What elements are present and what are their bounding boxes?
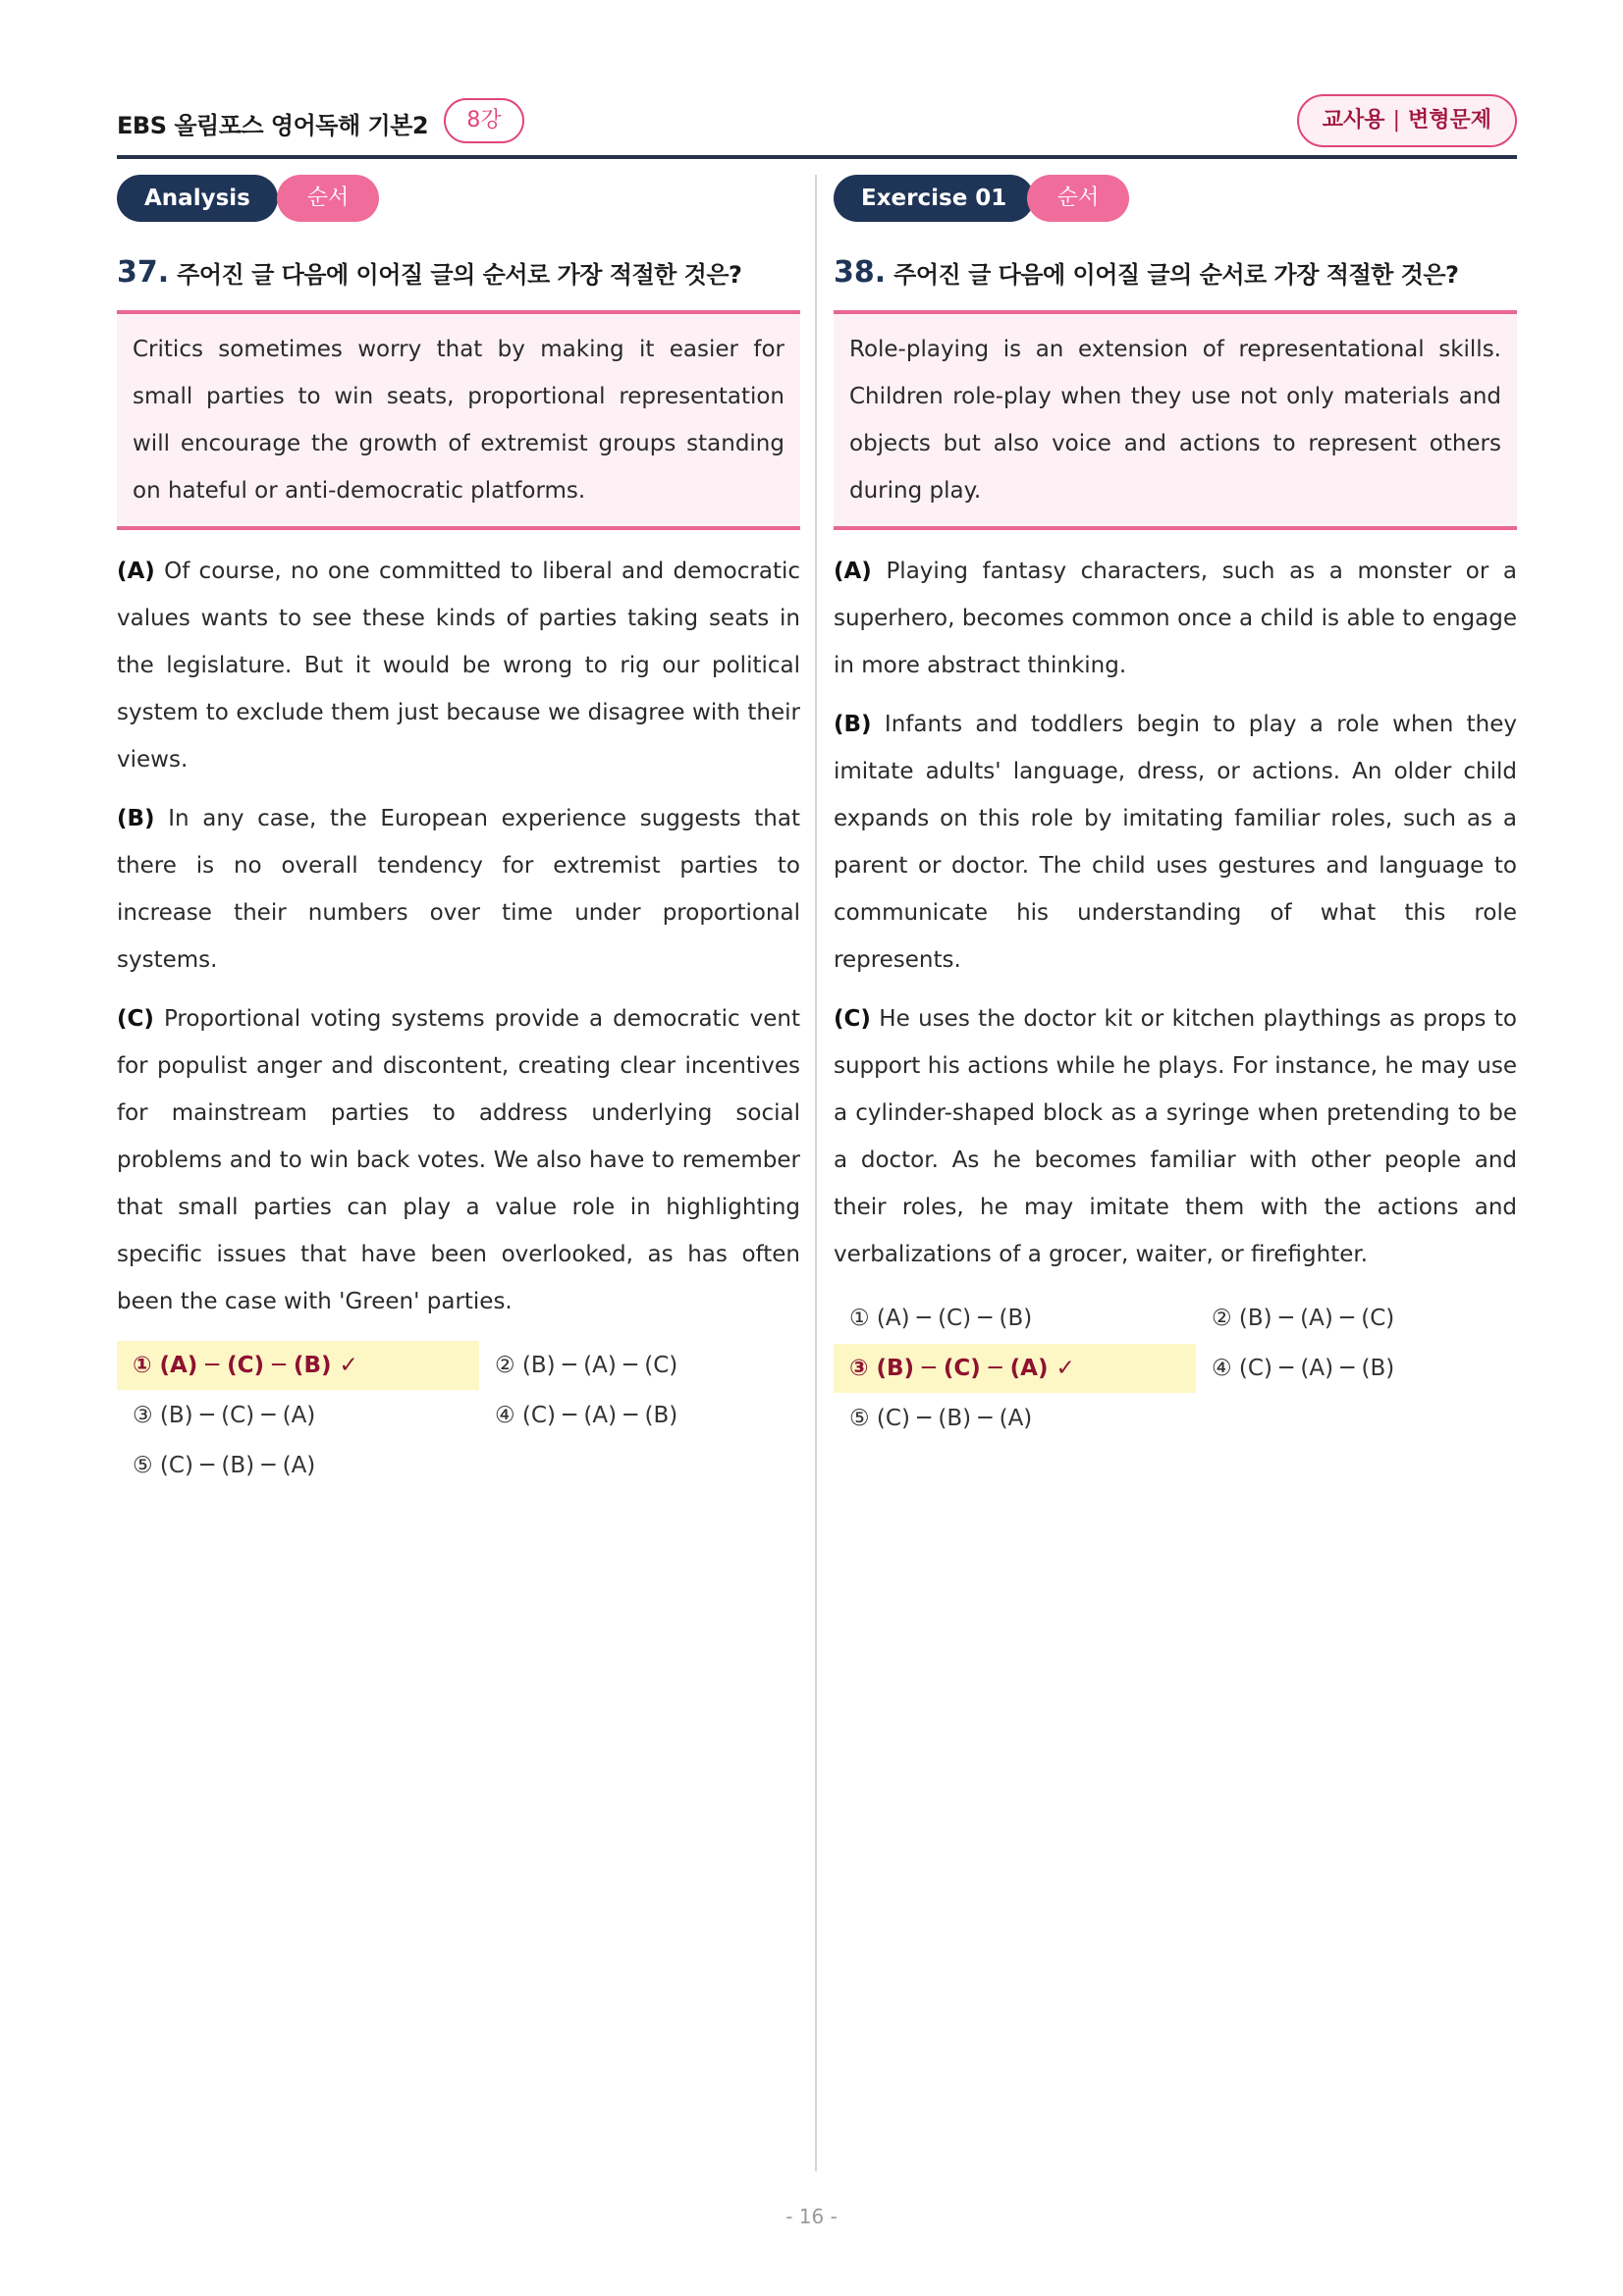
option-1-correct: ① (A) ─ (C) ─ (B) ✓ [117,1341,479,1390]
option-5: ⑤ (C) ─ (B) ─ (A) [133,1453,316,1478]
question-number: 37. [117,255,170,290]
option-3-correct: ③ (B) ─ (C) ─ (A) ✓ [834,1344,1196,1393]
option-3: ③ (B) ─ (C) ─ (A) [133,1403,316,1428]
question-heading [117,255,800,291]
given-passage-box [834,310,1517,530]
question-number: 38. [834,255,887,290]
paragraph-label: (C) [117,1006,154,1032]
option-2: ② (B) ─ (A) ─ (C) [495,1353,678,1378]
question-37-column [117,175,800,1488]
header-divider [117,155,1517,159]
lesson-badge: 8강 [444,98,524,143]
paragraph-label: (A) [117,559,155,584]
edition-separator: | [1392,108,1400,133]
question-38-column [834,175,1517,1441]
paragraph-text: Proportional voting systems provide a democratic vent for populist anger and discontent, creating clear incentives for mainstream parties to address underlying social problems and to win back votes. We also have to remember that small parties can play a value role in highlighting specific issues that have been overlooked, as has often been the case with 'Green' parties. [117,1006,800,1314]
category-tag: 순서 [277,175,379,222]
page-header [117,94,1517,159]
question-tags [117,175,800,222]
question-prompt: 주어진 글 다음에 이어질 글의 순서로 가장 적절한 것은? [893,261,1459,289]
option-5: ⑤ (C) ─ (B) ─ (A) [849,1406,1033,1431]
given-passage-box [117,310,800,530]
paragraph-c [117,995,800,1325]
paragraph-label: (A) [834,559,872,584]
column-divider [815,175,817,2171]
paragraph-text: Infants and toddlers begin to play a role when they imitate adults' language, dress, or actions. An older child expands on this role by imitating familiar roles, such as a parent or doctor. The child uses gestures and language to communicate his understanding of what this role represents. [834,712,1517,973]
book-title: EBS 올림포스 영어독해 기본2 [117,112,429,139]
option-1: ① (A) ─ (C) ─ (B) [849,1306,1033,1331]
paragraph-text: He uses the doctor kit or kitchen playthings as props to support his actions while he plays. For instance, he may use a cylinder-shaped block as a syringe when pretending to be a doctor. As he becomes familiar with other people and their roles, he may imitate them with the actions and verbalizations of a grocer, waiter, or firefighter. [834,1006,1517,1267]
question-tags [834,175,1517,222]
paragraph-label: (C) [834,1006,871,1032]
paragraph-c [834,995,1517,1278]
question-heading [834,255,1517,291]
paragraph-b [834,701,1517,984]
paragraph-label: (B) [834,712,872,737]
option-2: ② (B) ─ (A) ─ (C) [1212,1306,1395,1331]
edition-badge [1297,94,1517,147]
paragraph-b [117,795,800,984]
section-tag: Analysis [117,175,278,222]
question-prompt: 주어진 글 다음에 이어질 글의 순서로 가장 적절한 것은? [177,261,742,289]
answer-options [834,1294,1517,1441]
paragraph-text: Of course, no one committed to liberal and democratic values wants to see these kinds of parties taking seats in the legislature. But it would be wrong to rig our political system to exclude them just because we disagree with their views. [117,559,800,773]
paragraph-text: In any case, the European experience suggests that there is no overall tendency for extremist parties to increase their numbers over time under proportional systems. [117,806,800,973]
paragraph-label: (B) [117,806,155,831]
given-passage: Critics sometimes worry that by making it easier for small parties to win seats, proportional representation will encourage the growth of extremist groups standing on hateful or anti-democratic platforms. [133,337,784,504]
edition-type: 변형문제 [1407,108,1491,133]
answer-options [117,1341,800,1488]
ordering-passages [834,548,1517,1278]
option-4: ④ (C) ─ (A) ─ (B) [1212,1356,1395,1381]
option-4: ④ (C) ─ (A) ─ (B) [495,1403,678,1428]
category-tag: 순서 [1027,175,1129,222]
paragraph-a [117,548,800,783]
paragraph-text: Playing fantasy characters, such as a monster or a superhero, becomes common once a child is able to engage in more abstract thinking. [834,559,1517,678]
paragraph-a [834,548,1517,689]
edition-role: 교사용 [1322,108,1385,133]
section-tag: Exercise 01 [834,175,1034,222]
given-passage: Role-playing is an extension of representational skills. Children role-play when they use not only materials and objects but also voice and actions to represent others during play. [849,337,1501,504]
ordering-passages [117,548,800,1325]
page-number: - 16 - [785,2205,838,2228]
